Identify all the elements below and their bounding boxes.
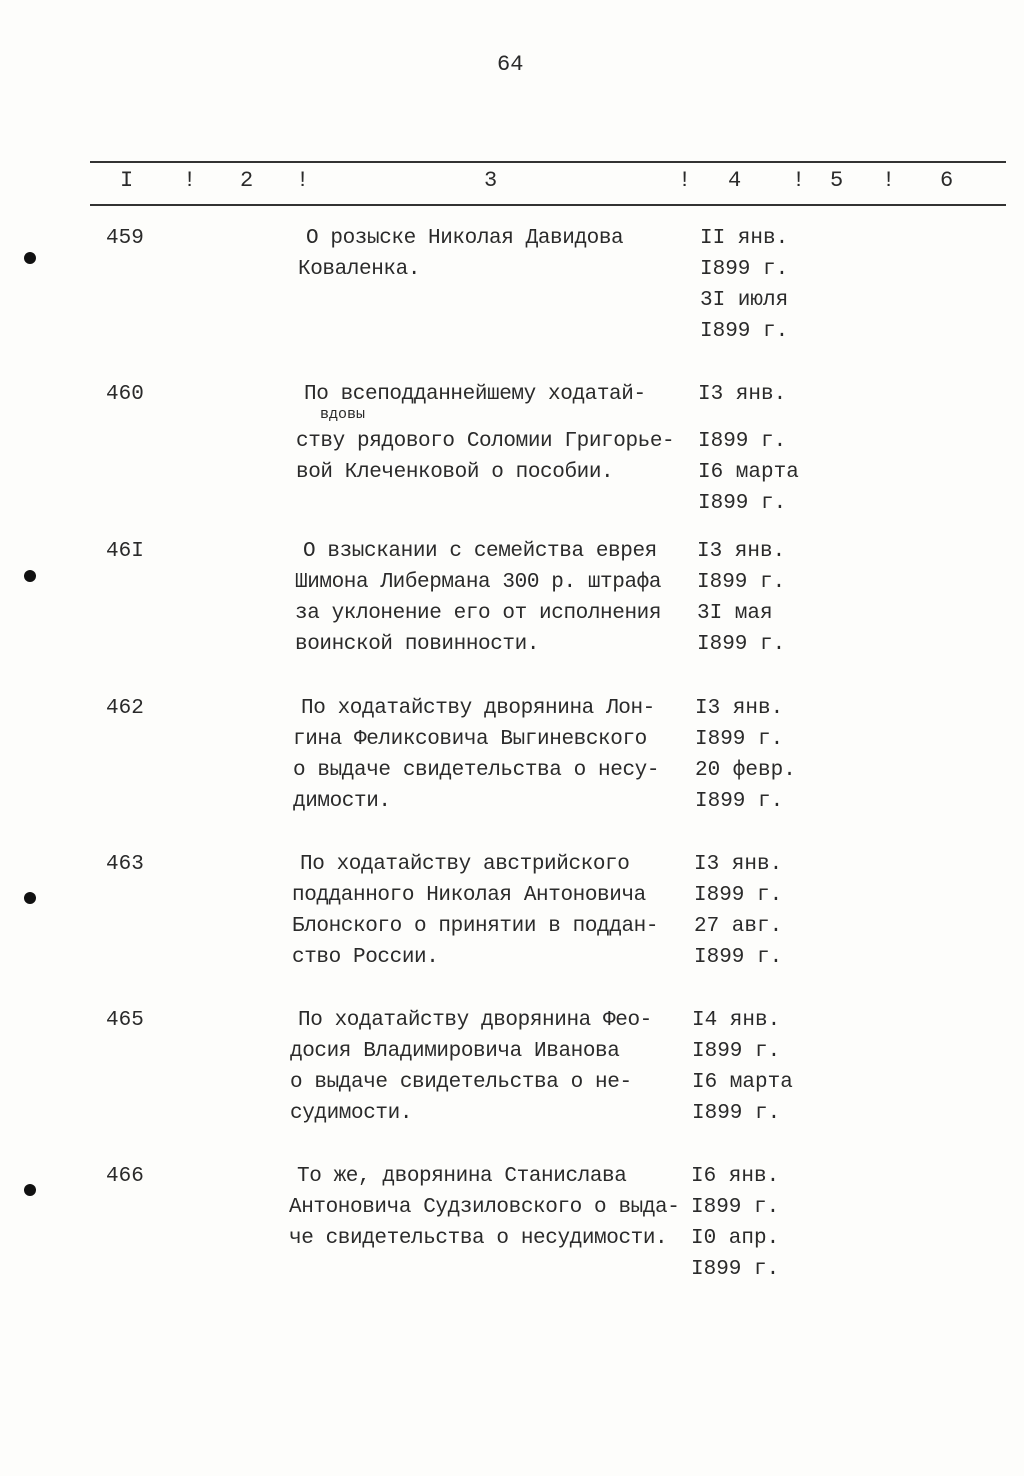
entry-date-line: I3 янв.: [698, 383, 787, 406]
entry-date-line: I3 янв.: [695, 697, 784, 720]
punch-hole-mark: [24, 252, 36, 264]
column-header: 5: [830, 168, 844, 193]
entry-title-line: димости.: [293, 790, 391, 813]
column-header: 2: [240, 168, 254, 193]
entry-title-line: По ходатайству дворянина Фео-: [298, 1009, 652, 1032]
entry-title-line: о выдаче свидетельства о несу-: [293, 759, 660, 782]
entry-date-line: I899 г.: [700, 258, 789, 281]
entry-date-line: I899 г.: [694, 946, 783, 969]
entry-date-line: I6 марта: [692, 1071, 793, 1094]
entry-title-line: Коваленка.: [298, 258, 421, 281]
entry-date-line: I899 г.: [698, 492, 787, 515]
entry-title-line: ству рядового Соломии Григорье-: [296, 430, 675, 453]
entry-date-line: I4 янв.: [692, 1009, 781, 1032]
entry-title-line: за уклонение его от исполнения: [295, 602, 662, 625]
entry-title-line: По ходатайству дворянина Лон-: [301, 697, 655, 720]
column-header: 3: [484, 168, 498, 193]
entry-number: 459: [106, 227, 144, 250]
entry-number: 462: [106, 697, 144, 720]
page-number: 64: [497, 52, 524, 77]
punch-hole-mark: [24, 1184, 36, 1196]
column-separator: !: [678, 168, 692, 193]
entry-number: 465: [106, 1009, 144, 1032]
column-separator: !: [183, 168, 197, 193]
entry-date-line: I899 г.: [695, 790, 784, 813]
entry-date-line: I3 янв.: [697, 540, 786, 563]
entry-title-line: По всеподданнейшему ходатай-: [304, 383, 646, 406]
handwritten-insertion: вдовы: [320, 406, 366, 423]
entry-title-line: досия Владимировича Иванова: [290, 1040, 620, 1063]
punch-hole-mark: [24, 892, 36, 904]
entry-date-line: I899 г.: [691, 1196, 780, 1219]
entry-date-line: I0 апр.: [691, 1227, 780, 1250]
entry-number: 460: [106, 383, 144, 406]
punch-hole-mark: [24, 570, 36, 582]
entry-date-line: I899 г.: [692, 1040, 781, 1063]
entry-title-line: воинской повинности.: [295, 633, 540, 656]
entry-date-line: 3I июля: [700, 289, 789, 312]
entry-title-line: вой Клеченковой о пособии.: [296, 461, 614, 484]
entry-date-line: I899 г.: [697, 571, 786, 594]
entry-date-line: I899 г.: [694, 884, 783, 907]
entry-date-line: I899 г.: [700, 320, 789, 343]
entry-date-line: I6 янв.: [691, 1165, 780, 1188]
column-separator: !: [296, 168, 310, 193]
entry-date-line: I899 г.: [697, 633, 786, 656]
table-header-rule: [90, 204, 1006, 206]
entry-title-line: гина Феликсовича Выгиневского: [293, 728, 647, 751]
entry-title-line: Антоновича Судзиловского о выда-: [289, 1196, 680, 1219]
entry-date-line: 3I мая: [697, 602, 773, 625]
entry-date-line: 20 февр.: [695, 759, 796, 782]
column-separator: !: [882, 168, 896, 193]
entry-title-line: судимости.: [290, 1102, 413, 1125]
entry-number: 463: [106, 853, 144, 876]
entry-title-line: Шимона Либермана 300 р. штрафа: [295, 571, 662, 594]
entry-title-line: О взыскании с семейства еврея: [303, 540, 657, 563]
entry-date-line: I899 г.: [695, 728, 784, 751]
entry-date-line: I6 марта: [698, 461, 799, 484]
column-header: 4: [728, 168, 742, 193]
entry-title-line: Блонского о принятии в поддан-: [292, 915, 659, 938]
entry-date-line: I3 янв.: [694, 853, 783, 876]
entry-date-line: II янв.: [700, 227, 789, 250]
entry-date-line: 27 авг.: [694, 915, 783, 938]
entry-number: 46I: [106, 540, 144, 563]
entry-title-line: подданного Николая Антоновича: [292, 884, 646, 907]
column-separator: !: [792, 168, 806, 193]
column-header: 6: [940, 168, 954, 193]
entry-date-line: I899 г.: [698, 430, 787, 453]
entry-number: 466: [106, 1165, 144, 1188]
entry-title-line: По ходатайству австрийского: [300, 853, 630, 876]
entry-title-line: О розыске Николая Давидова: [306, 227, 624, 250]
entry-date-line: I899 г.: [691, 1258, 780, 1281]
entry-title-line: То же, дворянина Станислава: [297, 1165, 627, 1188]
entry-date-line: I899 г.: [692, 1102, 781, 1125]
column-header: I: [120, 168, 134, 193]
entry-title-line: ство России.: [292, 946, 439, 969]
table-top-rule: [90, 161, 1006, 163]
entry-title-line: че свидетельства о несудимости.: [289, 1227, 668, 1250]
entry-title-line: о выдаче свидетельства о не-: [290, 1071, 632, 1094]
